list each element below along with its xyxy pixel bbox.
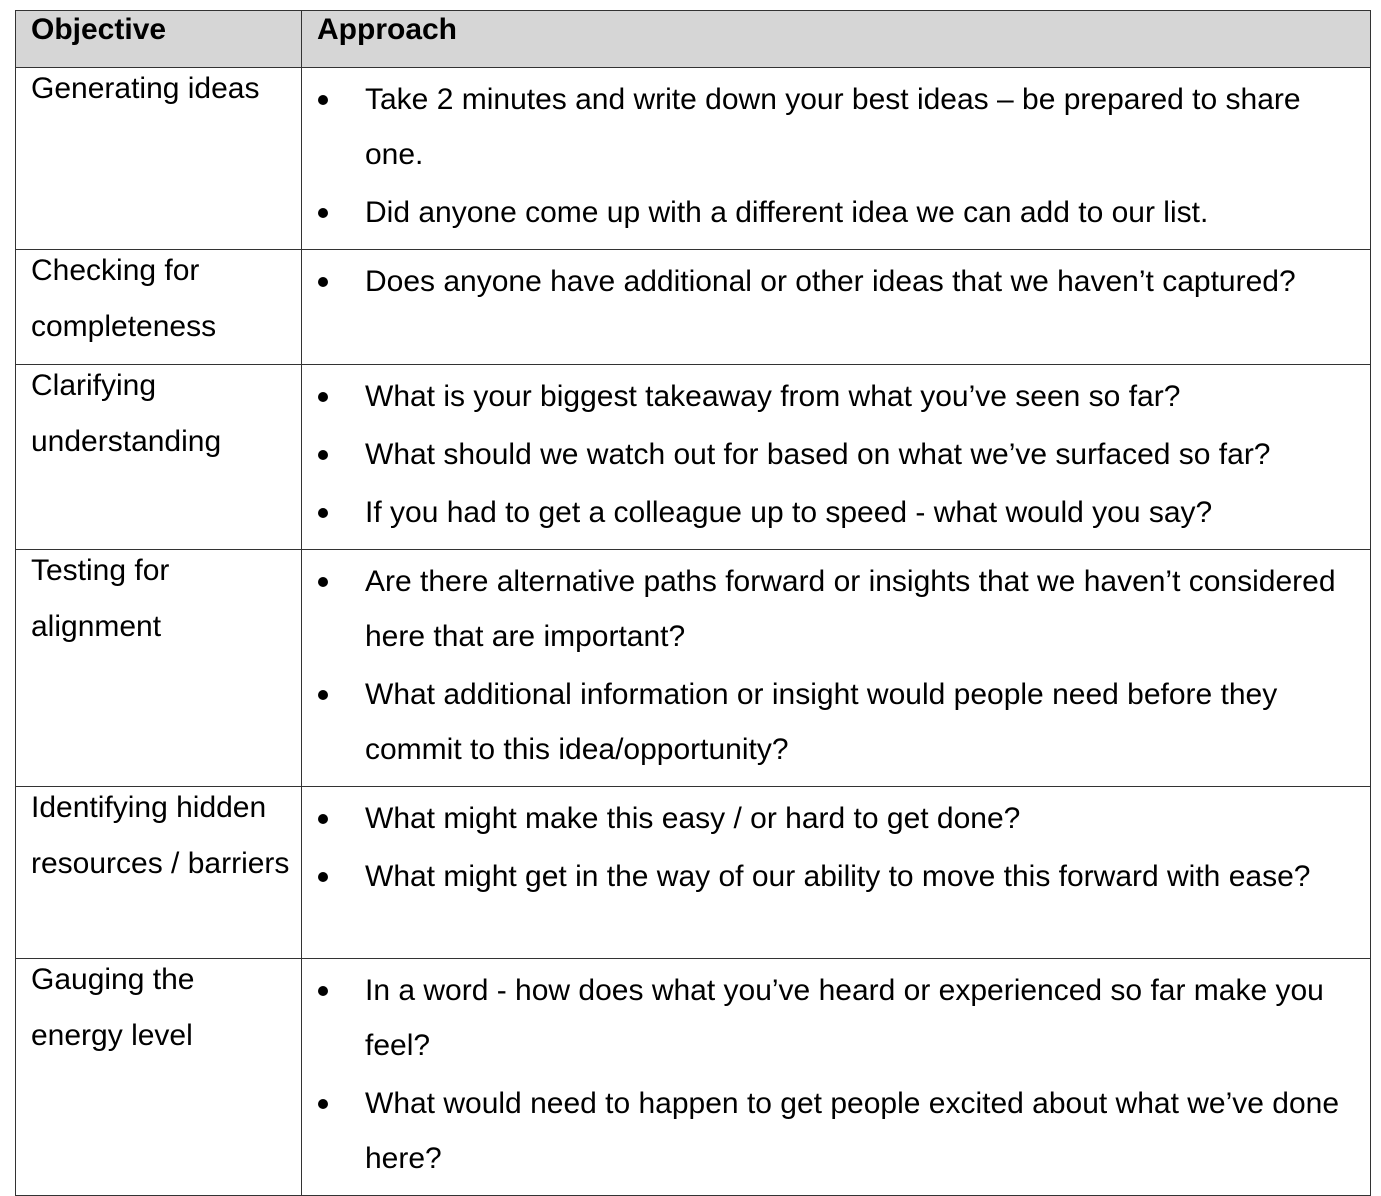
table-row	[16, 959, 1371, 1196]
approach-cell	[302, 959, 1371, 1196]
header-row	[16, 11, 1371, 68]
objective-cell	[16, 250, 302, 365]
approach-item: Did anyone come up with a different idea we can add to our list.	[302, 185, 1360, 240]
objective-label: Generating ideas	[31, 72, 260, 105]
approach-list	[302, 365, 1370, 549]
objective-label: Identifying hidden resources / barriers	[31, 791, 290, 880]
table-row	[16, 787, 1371, 959]
approach-item: Are there alternative paths forward or insights that we haven’t considered here that are important?	[302, 554, 1360, 664]
approach-item: What might get in the way of our ability to move this forward with ease?	[302, 849, 1360, 904]
approach-item: Take 2 minutes and write down your best ideas – be prepared to share one.	[302, 72, 1360, 182]
table-row	[16, 250, 1371, 365]
table-row	[16, 68, 1371, 250]
approach-list	[302, 787, 1370, 913]
objective-label: Checking for completeness	[31, 254, 217, 343]
approach-item: What additional information or insight would people need before they commit to this idea/opportunity?	[302, 667, 1360, 777]
approach-list	[302, 959, 1370, 1195]
approach-item: What would need to happen to get people excited about what we’ve done here?	[302, 1076, 1360, 1186]
objective-cell	[16, 365, 302, 550]
approach-cell	[302, 550, 1371, 787]
table-row	[16, 550, 1371, 787]
objective-label: Testing for alignment	[31, 554, 170, 643]
header-objective: Objective	[16, 11, 302, 68]
approach-item: What might make this easy / or hard to get done?	[302, 791, 1360, 846]
approach-item: If you had to get a colleague up to speed - what would you say?	[302, 485, 1360, 540]
objective-cell	[16, 68, 302, 250]
approach-cell	[302, 250, 1371, 365]
approach-cell	[302, 68, 1371, 250]
approach-list	[302, 550, 1370, 786]
approach-list	[302, 250, 1370, 318]
approach-item: Does anyone have additional or other ideas that we haven’t captured?	[302, 254, 1360, 309]
objective-cell	[16, 550, 302, 787]
table-row	[16, 365, 1371, 550]
objective-cell	[16, 959, 302, 1196]
objective-approach-table	[15, 10, 1371, 1196]
approach-item: What is your biggest takeaway from what you’ve seen so far?	[302, 369, 1360, 424]
approach-list	[302, 68, 1370, 249]
approach-cell	[302, 365, 1371, 550]
approach-item: In a word - how does what you’ve heard or experienced so far make you feel?	[302, 963, 1360, 1073]
header-approach: Approach	[302, 11, 1371, 68]
approach-cell	[302, 787, 1371, 959]
approach-item: What should we watch out for based on what we’ve surfaced so far?	[302, 427, 1360, 482]
objective-label: Gauging the energy level	[31, 963, 195, 1052]
objective-label: Clarifying understanding	[31, 369, 222, 458]
objective-cell	[16, 787, 302, 959]
